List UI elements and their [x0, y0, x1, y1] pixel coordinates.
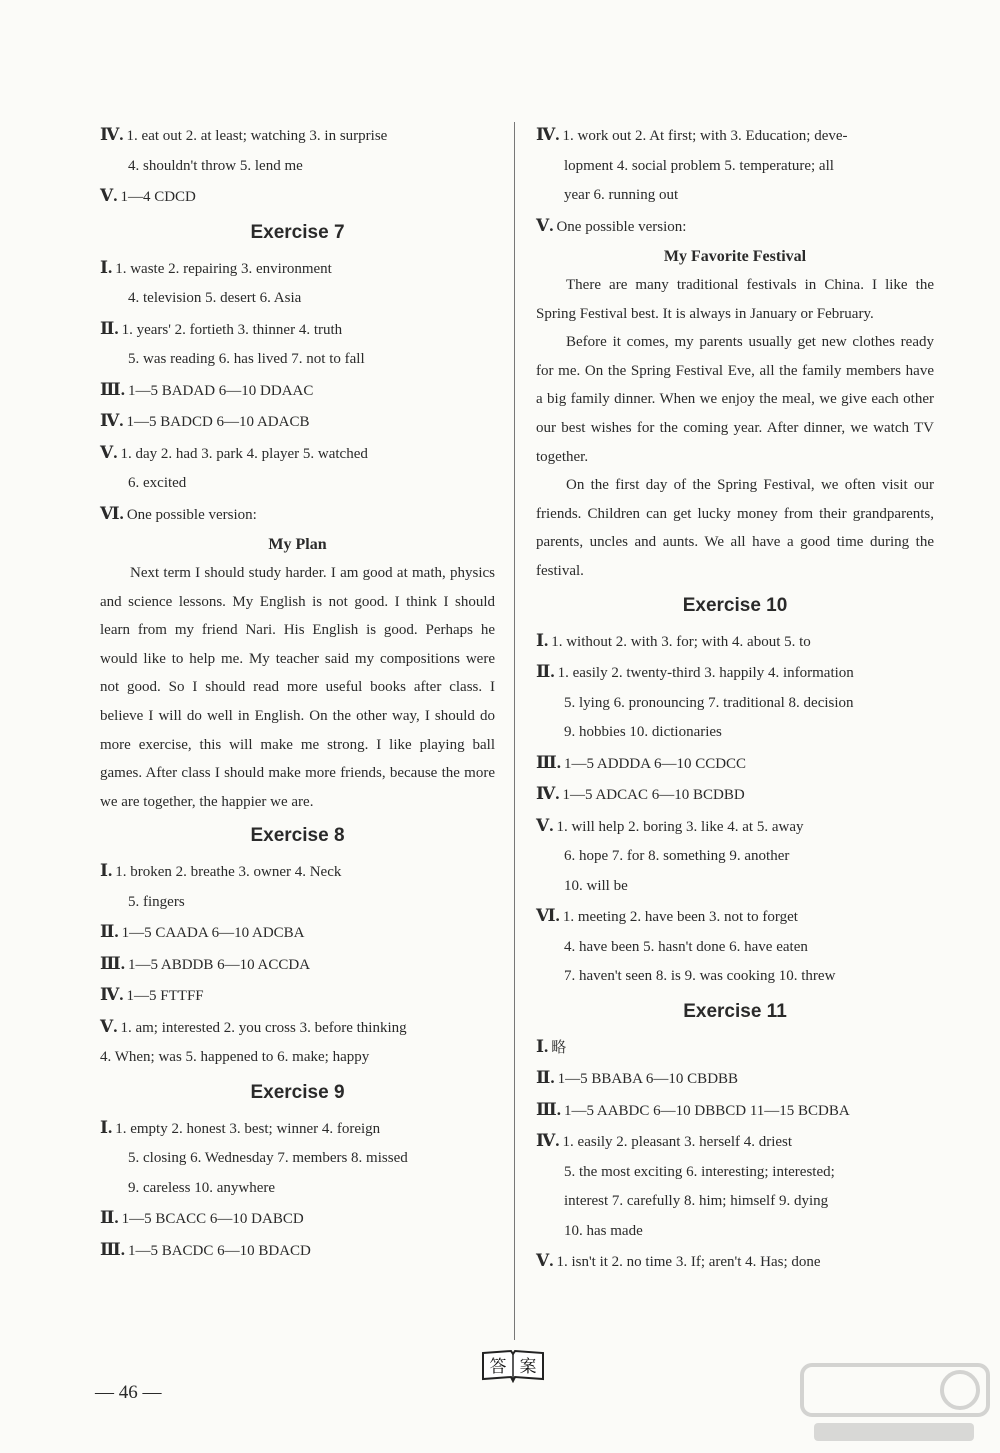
- roman-numeral: Ⅱ.: [100, 922, 119, 942]
- answer-continuation: 4. When; was 5. happened to 6. make; happy: [100, 1049, 370, 1066]
- roman-numeral: Ⅲ.: [100, 1239, 125, 1259]
- answer-text: 1—5 BACDC 6—10 BDACD: [127, 1242, 311, 1259]
- answer-text: 略: [551, 1039, 567, 1056]
- answer-book-icon: [481, 1349, 545, 1383]
- answer-continuation: 6. hope 7. for 8. something 9. another: [564, 848, 790, 865]
- answer-item: [536, 1246, 934, 1278]
- column-divider: [514, 122, 515, 1340]
- answer-text: 1. will help 2. boring 3. like 4. at 5. away: [556, 818, 804, 835]
- book-char-left: 答: [489, 1357, 507, 1377]
- answer-text: 1. without 2. with 3. for; with 4. about 5. to: [551, 633, 811, 650]
- answer-text: 1—5 BADCD 6—10 ADACB: [126, 414, 310, 430]
- answer-item: [536, 901, 934, 933]
- essay-paragraph: Before it comes, my parents usually get new clothes ready for me. On the Spring Festival Eve, all the family members have a big family dinner. When we enjoy the meal, we give each other our best wishes for the coming year. After dinner, we watch TV together.: [536, 334, 934, 465]
- essay-paragraph: There are many traditional festivals in China. I like the Spring Festival best. It is always in January or February.: [536, 277, 934, 322]
- answer-text: 1. isn't it 2. no time 3. If; aren't 4. Has; done: [556, 1254, 821, 1271]
- answer-item: [100, 253, 495, 285]
- answer-continuation: 5. fingers: [128, 893, 185, 910]
- answer-text: 1. am; interested 2. you cross 3. before thinking: [120, 1019, 407, 1036]
- roman-numeral: Ⅰ.: [100, 1117, 113, 1137]
- answer-item: [100, 314, 495, 346]
- answer-item: [100, 980, 495, 1012]
- answer-continuation: 9. careless 10. anywhere: [128, 1179, 276, 1196]
- answer-item: [536, 626, 934, 658]
- essay-paragraph: On the first day of the Spring Festival, we often visit our friends. Children can get lucky money from their grandparents, parents, uncles and aunts. We all have a good time during the festival.: [536, 477, 934, 579]
- essay-title: My Plan: [268, 536, 327, 553]
- answer-text: 1. broken 2. breathe 3. owner 4. Neck: [115, 864, 342, 881]
- answer-text: 1—5 ADDDA 6—10 CCDCC: [563, 755, 747, 772]
- roman-numeral: Ⅵ.: [536, 906, 560, 926]
- answer-item: [536, 748, 934, 780]
- answer-item: [100, 1203, 495, 1235]
- answer-item: [536, 1126, 934, 1158]
- roman-numeral: Ⅴ.: [536, 215, 554, 235]
- answer-text: 1. waste 2. repairing 3. environment: [115, 260, 332, 277]
- book-char-right: 案: [519, 1357, 537, 1377]
- answer-item: [100, 1235, 495, 1267]
- answer-text: 1—5 BBABA 6—10 CBDBB: [557, 1071, 739, 1088]
- answer-continuation: 4. shouldn't throw 5. lend me: [128, 157, 303, 174]
- answer-continuation: interest 7. carefully 8. him; himself 9. dying: [564, 1193, 829, 1210]
- answer-continuation: 10. will be: [564, 877, 628, 894]
- roman-numeral: Ⅲ.: [536, 1099, 561, 1119]
- essay-paragraph: Next term I should study harder. I am good at math, physics and science lessons. My English is not good. I think I should learn from my friend Nari. His English is good. Perhaps he would like to help me. My teacher said my compositions were not good. So I should read more useful books after class. I believe I will do well in English. On the other way, I should do more exercise, this will make me strong. I like playing ball games. After class I should make more friends, because the more we are together, the happier we are.: [100, 565, 495, 810]
- answer-item: [100, 856, 495, 888]
- answer-continuation: year 6. running out: [564, 187, 679, 203]
- answer-text: 1. eat out 2. at least; watching 3. in surprise: [126, 128, 388, 144]
- answer-text: 1. day 2. had 3. park 4. player 5. watched: [120, 445, 368, 462]
- roman-numeral: Ⅴ.: [536, 815, 554, 835]
- roman-numeral: Ⅳ.: [100, 411, 124, 430]
- roman-numeral: Ⅳ.: [100, 985, 124, 1005]
- answer-text: 1. easily 2. twenty-third 3. happily 4. information: [557, 665, 854, 682]
- answer-text: 1—5 BADAD 6—10 DDAAC: [127, 382, 314, 399]
- left-column: [100, 120, 495, 1266]
- answer-item: [536, 657, 934, 689]
- roman-numeral: Ⅱ.: [536, 662, 555, 682]
- answer-item: [100, 1113, 495, 1145]
- answer-continuation: 5. closing 6. Wednesday 7. members 8. missed: [128, 1150, 408, 1167]
- answer-item: [100, 949, 495, 981]
- answer-text: 1—4 CDCD: [120, 189, 196, 205]
- answer-item: [536, 1095, 934, 1127]
- exercise-heading: Exercise 7: [250, 221, 345, 243]
- answer-continuation: 5. the most exciting 6. interesting; interested;: [564, 1163, 835, 1180]
- answer-text: 1—5 FTTFF: [126, 988, 204, 1005]
- exercise-heading: Exercise 10: [682, 594, 788, 616]
- answer-continuation: 9. hobbies 10. dictionaries: [564, 724, 722, 741]
- roman-numeral: Ⅰ.: [536, 1036, 549, 1056]
- roman-numeral: Ⅱ.: [536, 1068, 555, 1088]
- exercise-heading: Exercise 9: [250, 1081, 345, 1103]
- answer-item: [100, 406, 495, 438]
- answer-continuation: 4. have been 5. hasn't done 6. have eaten: [564, 938, 808, 955]
- answer-continuation: 10. has made: [564, 1222, 643, 1239]
- answer-continuation: 5. lying 6. pronouncing 7. traditional 8. decision: [564, 694, 854, 711]
- answer-item: [536, 1032, 934, 1064]
- answer-item: [536, 1063, 934, 1095]
- answer-text: One possible version:: [556, 218, 687, 235]
- answer-text: 1—5 BCACC 6—10 DABCD: [121, 1211, 304, 1228]
- answer-continuation: 4. television 5. desert 6. Asia: [128, 290, 302, 306]
- answer-item: [100, 438, 495, 470]
- page-number: — 46 —: [95, 1382, 162, 1403]
- right-column: [536, 120, 934, 1278]
- answer-item: [536, 120, 934, 152]
- answer-item: [100, 375, 495, 407]
- exercise-heading: Exercise 11: [683, 1000, 787, 1022]
- answer-item: [100, 499, 495, 531]
- answer-text: 1. years' 2. fortieth 3. thinner 4. truth: [121, 321, 343, 338]
- essay-title: My Favorite Festival: [663, 248, 807, 265]
- answer-text: 1. empty 2. honest 3. best; winner 4. foreign: [115, 1120, 381, 1137]
- roman-numeral: Ⅳ.: [536, 784, 560, 804]
- roman-numeral: Ⅳ.: [536, 1131, 560, 1151]
- answer-continuation: 7. haven't seen 8. is 9. was cooking 10. threw: [564, 968, 836, 985]
- answer-text: 1—5 ABDDB 6—10 ACCDA: [127, 956, 311, 973]
- roman-numeral: Ⅴ.: [536, 1251, 554, 1271]
- answer-text: 1—5 CAADA 6—10 ADCBA: [121, 925, 305, 942]
- roman-numeral: Ⅳ.: [100, 125, 124, 144]
- watermark-logo: [800, 1363, 990, 1445]
- answer-item: [100, 1012, 495, 1044]
- answer-item: [100, 120, 495, 152]
- answer-text: One possible version:: [126, 506, 257, 523]
- answer-text: 1. easily 2. pleasant 3. herself 4. driest: [562, 1134, 793, 1151]
- roman-numeral: Ⅲ.: [536, 752, 561, 772]
- roman-numeral: Ⅴ.: [100, 1016, 118, 1036]
- roman-numeral: Ⅰ.: [536, 630, 549, 650]
- roman-numeral: Ⅲ.: [100, 953, 125, 973]
- answer-text: 1. work out 2. At first; with 3. Education; deve-: [562, 128, 848, 144]
- answer-continuation: 6. excited: [128, 475, 187, 491]
- answer-continuation: 5. was reading 6. has lived 7. not to fall: [128, 351, 365, 367]
- roman-numeral: Ⅱ.: [100, 1208, 119, 1228]
- roman-numeral: Ⅳ.: [536, 125, 560, 144]
- answer-text: 1. meeting 2. have been 3. not to forget: [562, 909, 798, 926]
- roman-numeral: Ⅰ.: [100, 861, 113, 881]
- roman-numeral: Ⅱ.: [100, 318, 119, 338]
- exercise-heading: Exercise 8: [250, 825, 345, 847]
- roman-numeral: Ⅴ.: [100, 186, 118, 205]
- roman-numeral: Ⅴ.: [100, 442, 118, 462]
- answer-item: [100, 181, 495, 213]
- answer-text: 1—5 ADCAC 6—10 BCDBD: [562, 787, 745, 804]
- answer-item: [536, 779, 934, 811]
- roman-numeral: Ⅰ.: [100, 257, 113, 277]
- roman-numeral: Ⅵ.: [100, 503, 124, 523]
- answer-continuation: lopment 4. social problem 5. temperature; all: [564, 157, 834, 174]
- answer-text: 1—5 AABDC 6—10 DBBCD 11—15 BCDBA: [563, 1102, 850, 1119]
- roman-numeral: Ⅲ.: [100, 379, 125, 399]
- answer-item: [100, 917, 495, 949]
- answer-item: [536, 811, 934, 843]
- answer-item: [536, 211, 934, 243]
